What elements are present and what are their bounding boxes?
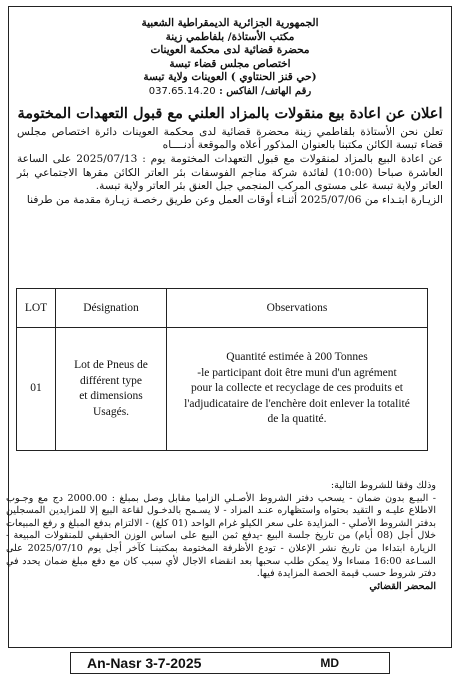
table-row: [17, 328, 428, 451]
conditions-text: - البيـع بدون ضمان - يسحب دفتر الشروط الأصـلي الزاميا مقابل وصل بمبلغ : 2000.00 دج مع وجـوب الاطلاع عليـه و التقيد بحتواه واستظهاره عنـد المزاد - لا يسـمح بالدخـول لقاعة البيع إلا للمزايدين المسجلين بدفتر الشروط الأصلي - المزايدة على سعر الكيلو غرام الواحد (01 كلغ) - الالتزام بدفع المبلغ و رفع المبيعات خلال أجل (08 أيام) من تاريخ جلسة البيع -يدفع ثمن البيع على اساس الوزن الحقيقي للمنقولات المبيعة - الزيارة ابتداءا من تاريخ نشر الإعلان - تودع الأظرفة المختومة بمكتبنـا كآخر أجل يوم 2025/07/10 على السـاعة 16:00 مساءا ولا يمكن طلب سحبها بعد انقضاء الاجال لأي سبب كان مع دفع مبلغ ضمان يحدد في دفتر شروط حسب قيمة الحصة المزايدة فيها.: [6, 492, 436, 580]
notice-title: اعلان عن اعادة بيع منقولات بالمزاد العلني مع قبول التعهدات المختومة: [17, 104, 443, 122]
header-designation: Désignation: [56, 289, 167, 328]
conditions-intro: وذلك وفقا للشروط التالية:: [330, 480, 436, 491]
header-observations: Observations: [167, 289, 428, 328]
notice-header: [9, 17, 451, 99]
header-office: مكتب الأستاذة/ بلفاطمي زينة: [165, 30, 295, 43]
header-republic: الجمهورية الجزائرية الديمقراطية الشعبية: [141, 17, 319, 29]
header-jurisdiction: اختصاص مجلس قضاء تبسة: [169, 57, 291, 70]
table-header-row: [17, 289, 428, 328]
header-lot: LOT: [17, 289, 56, 328]
footer-code: MD: [320, 656, 339, 670]
header-address: (حي قنز الحنتاوي ) العوينات ولاية تبسة: [143, 71, 317, 84]
header-phone: [9, 85, 451, 99]
cell-lot: 01: [17, 328, 56, 451]
cell-designation: Lot de Pneus de différent type et dimensions Usagés.: [56, 328, 167, 451]
body-paragraph-1: تعلن نحن الأستاذة بلفاطمي زينة محضرة قضائية لدى محكمة العوينات دائرة اختصاص مجلس قضاء تبسة الكائن مكتبنا بالعنوان المذكور أعلاه والموقعة أدنــــاه: [17, 125, 443, 152]
publication-footer: [70, 652, 390, 674]
conditions-section: [6, 480, 436, 593]
body-paragraph-2: عن اعادة البيع بالمزاد لمنقولات مع قبول التعهدات المختومة يوم : 2025/07/13 على الساعة العاشرة صباحا (10:00) لفائدة شركة مناجم الفوسفات بئر العاتر الكائن مقرها الاجتماعي بئر العاتر ولاية تبسة على مستوى المركب المنجمي جبل العنق بئر العاتر ولاية تبسة.: [17, 152, 444, 193]
phone-number: 037.65.14.20: [148, 85, 216, 97]
phone-label: رقم الهاتف/ الفاكس :: [219, 85, 312, 97]
header-role: محضرة قضائية لدى محكمة العوينات: [150, 44, 310, 57]
notice-body: [9, 126, 451, 208]
signature: المحضر القضائي: [369, 580, 436, 592]
newspaper-source: An-Nasr 3-7-2025: [87, 655, 202, 671]
cell-observations: Quantité estimée à 200 Tonnes -le participant doit être muni d'un agrément pour la collecte et recyclage de ces produits et l'adjudicataire de l'enchère doit enlever la totalité de la quatité.: [167, 328, 428, 451]
body-paragraph-3: الزيـارة ابتـداء من 2025/07/06 أثنـاء أوقات العمل وعن طريق رخصـة زيـارة مقدمة من طرفنا: [26, 194, 443, 207]
lots-table: [16, 288, 428, 451]
